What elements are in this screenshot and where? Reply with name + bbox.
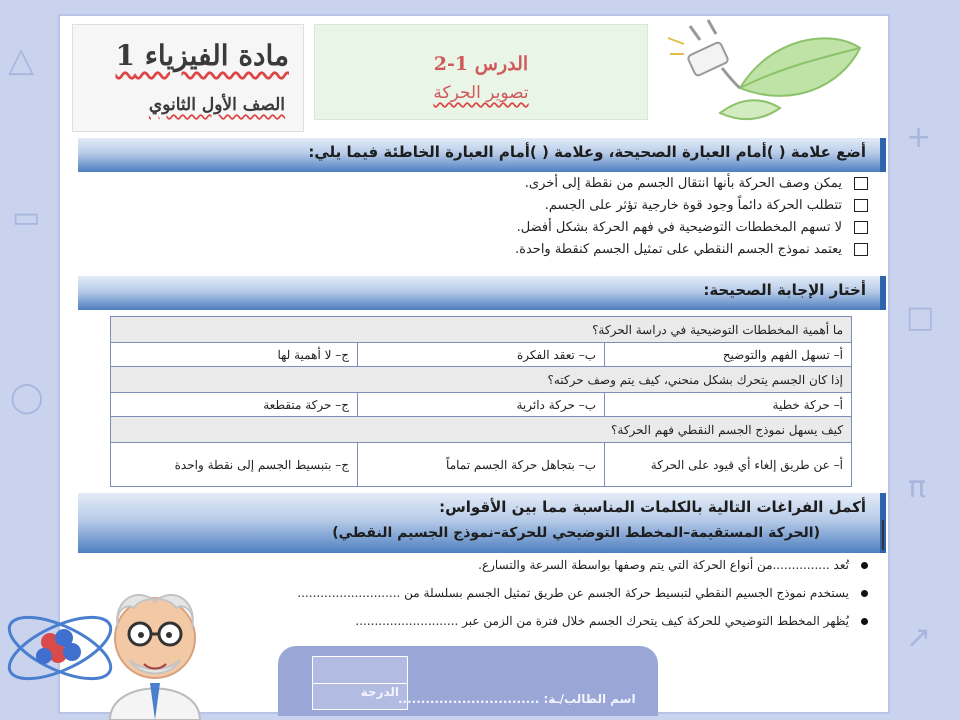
lesson-title: تصوير الحركة — [433, 83, 529, 103]
option-b[interactable]: ب– بتجاهل حركة الجسم تماماً — [358, 443, 605, 487]
options-row — [111, 343, 852, 367]
question-text: ما أهمية المخططات التوضيحية في دراسة الحركة؟ — [111, 317, 852, 343]
statement-row — [545, 198, 868, 218]
mcq-table — [110, 316, 852, 487]
option-b[interactable]: ب– حركة دائرية — [358, 393, 605, 417]
background-doodle-triangle: △ — [8, 40, 35, 80]
statement-row — [515, 242, 868, 262]
background-doodle-plus: + — [906, 120, 932, 155]
bullet-icon — [861, 618, 868, 625]
plug-leaf-icon — [660, 18, 880, 128]
grade-box-divider — [313, 683, 407, 684]
background-doodle-pi: π — [908, 470, 927, 505]
question-text: كيف يسهل نموذج الجسم النقطي فهم الحركة؟ — [111, 417, 852, 443]
answer-checkbox[interactable] — [854, 199, 868, 212]
option-b[interactable]: ب– تعقد الفكرة — [358, 343, 605, 367]
fill-item — [355, 614, 868, 628]
scientist-atom-icon — [0, 568, 230, 720]
subject-title: مادة الفيزياء 1 — [115, 39, 289, 72]
word-bank: (الحركة المستقيمة–المخطط التوضيحي للحركة–نموذج الجسيم النقطي) — [332, 525, 820, 541]
grade-title: الصف الأول الثانوي — [148, 95, 285, 115]
statement-text: لا تسهم المخططات التوضيحية في فهم الحركة بشكل أفضل. — [516, 220, 842, 235]
background-doodle-square: □ — [906, 300, 935, 335]
grade-box[interactable] — [312, 656, 408, 710]
options-row — [111, 443, 852, 487]
background-doodle-circle: ◯ — [10, 380, 44, 415]
section-truefalse-header — [78, 138, 886, 172]
subject-card — [72, 24, 304, 132]
student-name-field[interactable]: اسم الطالب/ـة: ............................... — [398, 692, 636, 706]
question-row — [111, 417, 852, 443]
bullet-icon — [861, 562, 868, 569]
scientist-illustration — [0, 568, 230, 720]
bullet-icon — [861, 590, 868, 597]
fill-item-text[interactable]: يُظهر المخطط التوضيحي للحركة كيف يتحرك الجسم خلال فترة من الزمن عبر ........................... — [355, 614, 849, 628]
lesson-card — [314, 24, 648, 120]
grade-label: الدرجة — [360, 685, 399, 699]
option-c[interactable]: ج– بتبسيط الجسم إلى نقطة واحدة — [111, 443, 358, 487]
option-a[interactable]: أ– تسهل الفهم والتوضيح — [605, 343, 852, 367]
statement-row — [525, 176, 868, 196]
option-c[interactable]: ج– لا أهمية لها — [111, 343, 358, 367]
section-mcq-header — [78, 276, 886, 310]
option-c[interactable]: ج– حركة متقطعة — [111, 393, 358, 417]
section-truefalse-title: أضع علامة ( )أمام العبارة الصحيحة، وعلامة ( )أمام العبارة الخاطئة فيما يلي: — [308, 143, 866, 161]
section-fill-title: أكمل الفراغات التالية بالكلمات المناسبة مما بين الأقواس: — [439, 498, 866, 516]
statement-row — [517, 220, 868, 240]
section-fill-header — [78, 493, 886, 553]
student-info-tab — [278, 646, 658, 716]
background-doodle-ruler: ▭ — [12, 200, 41, 235]
statement-text: تتطلب الحركة دائماً وجود قوة خارجية تؤثر على الجسم. — [544, 198, 842, 213]
question-text: إذا كان الجسم يتحرك بشكل منحني، كيف يتم وصف حركته؟ — [111, 367, 852, 393]
section-mcq-title: أختار الإجابة الصحيحة: — [703, 281, 866, 299]
option-a[interactable]: أ– حركة خطية — [605, 393, 852, 417]
options-row — [111, 393, 852, 417]
answer-checkbox[interactable] — [854, 221, 868, 234]
answer-checkbox[interactable] — [854, 243, 868, 256]
statement-text: يمكن وصف الحركة بأنها انتقال الجسم من نقطة إلى أخرى. — [524, 176, 842, 191]
fill-item — [478, 558, 868, 572]
fill-item-text[interactable]: يستخدم نموذج الجسيم النقطي لتبسيط حركة الجسم عن طريق تمثيل الجسم بسلسلة من ........................... — [297, 586, 849, 600]
lesson-number: الدرس 1-2 — [433, 53, 529, 75]
answer-checkbox[interactable] — [854, 177, 868, 190]
fill-item — [297, 586, 868, 600]
text-cursor — [882, 520, 884, 550]
option-a[interactable]: أ– عن طريق إلغاء أي قيود على الحركة — [605, 443, 852, 487]
statement-text: يعتمد نموذج الجسم النقطي على تمثيل الجسم كنقطة واحدة. — [515, 242, 842, 257]
background-doodle-arrow: ↗ — [906, 620, 932, 655]
fill-item-text[interactable]: تُعد ...............من أنواع الحركة التي يتم وصفها بواسطة السرعة والتسارع. — [478, 558, 849, 572]
plug-leaf-illustration — [660, 18, 880, 128]
question-row — [111, 367, 852, 393]
question-row — [111, 317, 852, 343]
